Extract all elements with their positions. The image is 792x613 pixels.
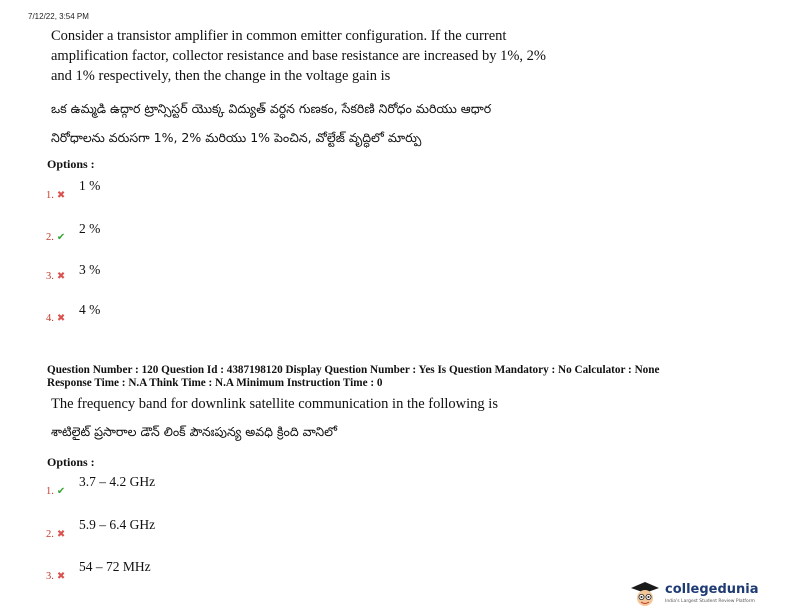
logo-wordmark: collegedunia — [665, 582, 759, 597]
question-2-telugu: శాటిలైట్ ప్రసారాల డౌన్ లింక్ పౌనఃపున్య అవధి క్రింది వానిలో — [51, 424, 337, 439]
cross-icon: ✖ — [56, 529, 66, 540]
timestamp: 7/12/22, 3:54 PM — [28, 12, 89, 21]
cross-icon: ✖ — [56, 271, 66, 282]
question-2-option-2-text: 5.9 – 6.4 GHz — [79, 517, 156, 532]
question-1-option-3-number: 3. ✖ — [46, 271, 66, 282]
question-2-option-1-text: 3.7 – 4.2 GHz — [79, 474, 156, 489]
cross-icon: ✖ — [56, 313, 66, 324]
question-2-options-label: Options : — [47, 455, 95, 469]
question-1-telugu-line-1: ఒక ఉమ్మడి ఉద్గార ట్రాన్సిస్టర్ యొక్క విద్యుత్ వర్ధన గుణకం, సేకరిణి నిరోధం మరియు ఆధార — [51, 101, 492, 116]
question-1-text-line-2: amplification factor, collector resistance and base resistance are increased by 1%, 2% — [51, 48, 547, 64]
question-1-option-4-text: 4 % — [79, 302, 101, 317]
graduate-mascot-icon — [627, 580, 663, 608]
question-1-option-2-text: 2 % — [79, 221, 101, 236]
question-2-meta-line-2: Response Time : N.A Think Time : N.A Minimum Instruction Time : 0 — [47, 377, 383, 389]
question-1-telugu-line-2: నిరోధాలను వరుసగా 1%, 2% మరియు 1% పెంచిన, వోల్టేజ్ వృద్ధిలో మార్పు — [51, 130, 422, 145]
question-2-option-2-number: 2. ✖ — [46, 529, 66, 540]
question-1-option-4-number: 4. ✖ — [46, 313, 66, 324]
question-2-meta-line-1: Question Number : 120 Question Id : 4387198120 Display Question Number : Yes Is Question Mandatory : No Calculator : None — [47, 364, 660, 376]
question-1-option-1-text: 1 % — [79, 178, 101, 193]
question-1-options-label: Options : — [47, 157, 95, 171]
check-icon: ✔ — [56, 232, 66, 243]
question-2-text: The frequency band for downlink satellite communication in the following is — [51, 396, 498, 412]
check-icon: ✔ — [56, 486, 66, 497]
cross-icon: ✖ — [56, 190, 66, 201]
cross-icon: ✖ — [56, 571, 66, 582]
question-2-option-1-number: 1. ✔ — [46, 486, 66, 497]
question-1-option-3-text: 3 % — [79, 262, 101, 277]
question-1-option-1-number: 1. ✖ — [46, 190, 66, 201]
question-1-text-line-3: and 1% respectively, then the change in the voltage gain is — [51, 68, 391, 84]
logo-tagline: India's Largest Student Review Platform — [665, 599, 755, 604]
question-2-option-3-text: 54 – 72 MHz — [79, 559, 151, 574]
question-2-option-3-number: 3. ✖ — [46, 571, 66, 582]
collegedunia-logo — [627, 580, 792, 608]
question-1-text-line-1: Consider a transistor amplifier in common emitter configuration. If the current — [51, 28, 507, 44]
question-1-option-2-number: 2. ✔ — [46, 232, 66, 243]
